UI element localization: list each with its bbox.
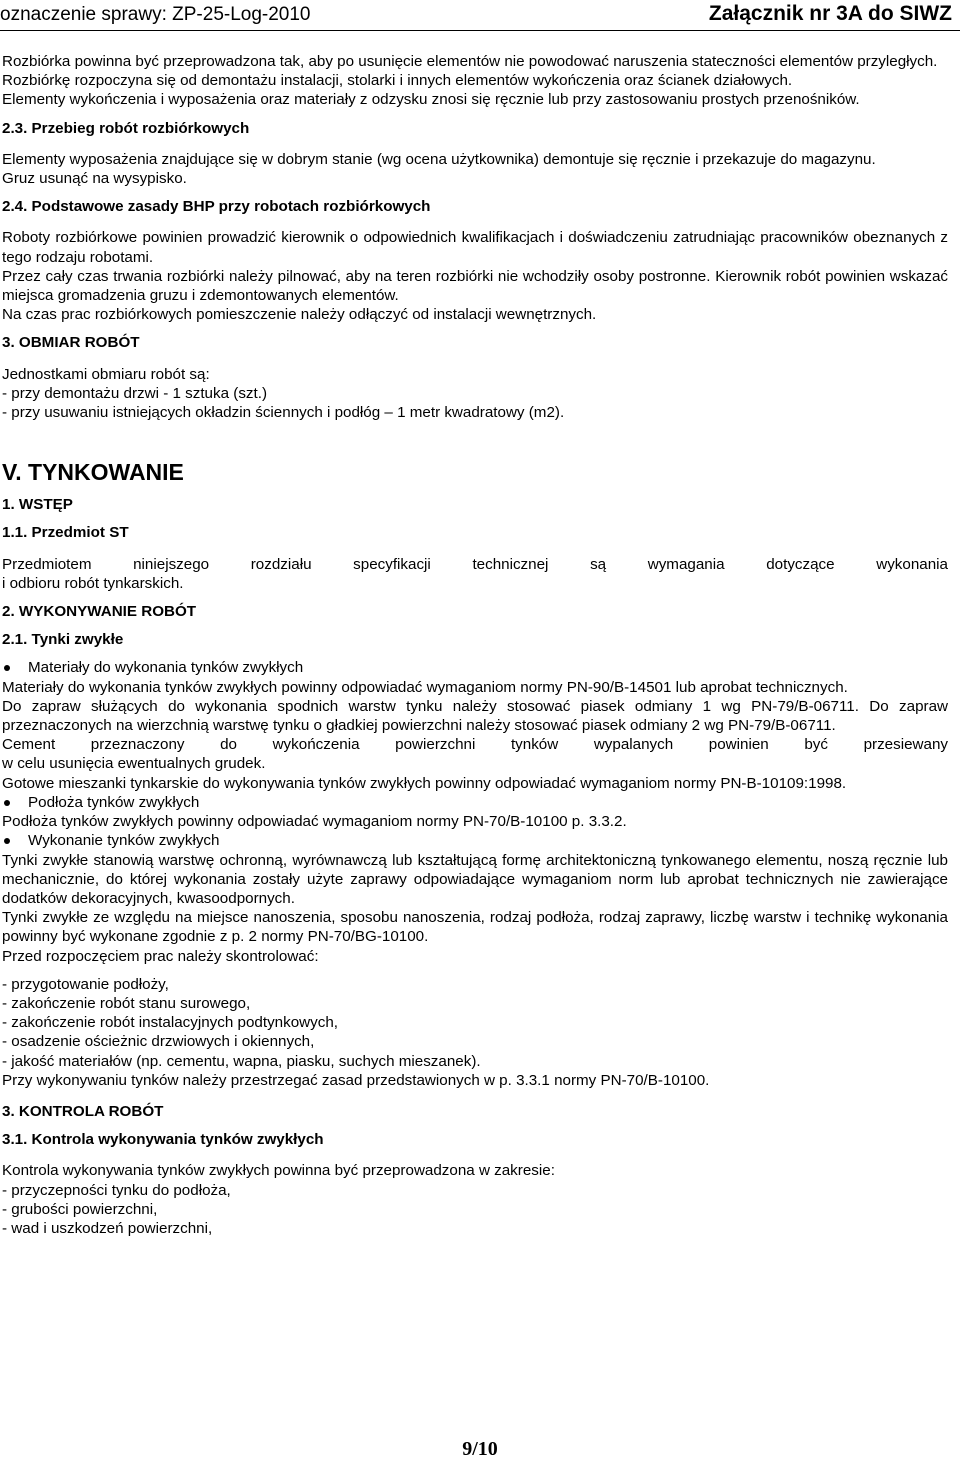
paragraph: Podłoża tynków zwykłych powinny odpowiadać wymaganiom normy PN-70/B-10100 p. 3.3.2. xyxy=(2,813,627,831)
section-heading: 1. WSTĘP xyxy=(2,496,73,514)
paragraph: Tynki zwykłe stanowią warstwę ochronną, wyrównawczą lub kształtującą formę architektoniczną tynkowanego elementu, noszą ręcznie lub mechanicznie, do której wykonania zostały użyte zaprawy odpowiadające wymaganiom norm lub aprobat technicznych nie zawierające dodatków dekoracyjnych, kwasoodpornych. xyxy=(2,851,948,907)
paragraph: Kontrola wykonywania tynków zwykłych powinna być przeprowadzona w zakresie: xyxy=(2,1162,555,1180)
paragraph: Przedmiotem niniejszego rozdziału specyfikacji technicznej są wymagania dotyczące wykonania xyxy=(2,555,948,573)
paragraph: Przed rozpoczęciem prac należy skontrolować: xyxy=(2,947,319,965)
paragraph: Cement przeznaczony do wykończenia powierzchni tynków wypalanych powinien być przesiewany xyxy=(2,736,948,754)
paragraph: Tynki zwykłe ze względu na miejsce nanoszenia, sposobu nanoszenia, rodzaj podłoża, rodzaj zaprawy, liczbę warstw i technikę wykonania powinny być wykonane zgodnie z p. 2 normy PN-70/BG-10100. xyxy=(2,909,948,946)
attachment-label: Załącznik nr 3A do SIWZ xyxy=(708,2,952,25)
list-item: - wad i uszkodzeń powierzchni, xyxy=(2,1219,213,1237)
section-heading: 2.1. Tynki zwykłe xyxy=(2,631,124,649)
section-heading: 3.1. Kontrola wykonywania tynków zwykłych xyxy=(2,1131,324,1149)
paragraph: Na czas prac rozbiórkowych pomieszczenie należy odłączyć od instalacji wewnętrznych. xyxy=(2,306,597,324)
paragraph: w celu usunięcia ewentualnych grudek. xyxy=(2,755,266,773)
paragraph: Rozbiórkę rozpoczyna się od demontażu instalacji, stolarki i innych elementów wykończenia oraz ścianek działowych. xyxy=(2,72,793,90)
section-heading: 1.1. Przedmiot ST xyxy=(2,524,129,542)
chapter-title: V. TYNKOWANIE xyxy=(2,459,184,486)
bullet-label: Podłoża tynków zwykłych xyxy=(28,793,200,811)
list-item: - przy demontażu drzwi - 1 sztuka (szt.) xyxy=(2,384,268,402)
paragraph: Jednostkami obmiaru robót są: xyxy=(2,365,210,383)
document-body xyxy=(2,52,948,1238)
section-heading: 2. WYKONYWANIE ROBÓT xyxy=(2,603,197,621)
section-heading: 2.3. Przebieg robót rozbiórkowych xyxy=(2,119,250,137)
paragraph: Gotowe mieszanki tynkarskie do wykonywania tynków zwykłych powinny odpowiadać wymaganiom normy PN-B-10109:1998. xyxy=(2,774,847,792)
list-item: - osadzenie ościeżnic drzwiowych i okiennych, xyxy=(2,1033,315,1051)
page-header xyxy=(0,0,960,31)
list-item: - grubości powierzchni, xyxy=(2,1200,158,1218)
bullet-label: Wykonanie tynków zwykłych xyxy=(28,832,220,850)
bullet-item xyxy=(2,793,948,812)
list-item: - przygotowanie podłoży, xyxy=(2,975,169,993)
paragraph: Gruz usunąć na wysypisko. xyxy=(2,170,187,188)
paragraph: i odbioru robót tynkarskich. xyxy=(2,574,184,592)
list-item: - jakość materiałów (np. cementu, wapna, piasku, suchych mieszanek). xyxy=(2,1052,481,1070)
bullet-item xyxy=(2,658,948,677)
bullet-icon xyxy=(4,800,10,806)
page-number: 9/10 xyxy=(462,1438,498,1460)
section-heading: 3. OBMIAR ROBÓT xyxy=(2,334,140,352)
paragraph: Do zapraw służących do wykonania spodnich warstw tynku należy stosować piasek odmiany 1 wg PN-79/B-06711. Do zapraw przeznaczonych na wierzchnią warstwę tynku o gładkiej powierzchni należy stosować piasek odmiany 2 wg PN-79/B-06711. xyxy=(2,697,948,735)
section-heading: 2.4. Podstawowe zasady BHP przy robotach rozbiórkowych xyxy=(2,198,431,216)
bullet-icon xyxy=(4,838,10,844)
list-item: - zakończenie robót stanu surowego, xyxy=(2,994,251,1012)
paragraph: Rozbiórka powinna być przeprowadzona tak, aby po usunięcie elementów nie powodować naruszenia stateczności elementów przyległych. xyxy=(2,53,938,70)
case-number: oznaczenie sprawy: ZP-25-Log-2010 xyxy=(0,4,311,25)
paragraph: Przy wykonywaniu tynków należy przestrzegać zasad przedstawionych w p. 3.3.1 normy PN-70/B-10100. xyxy=(2,1071,710,1089)
paragraph: Elementy wykończenia i wyposażenia oraz materiały z odzysku znosi się ręcznie lub przy zastosowaniu prostych przenośników. xyxy=(2,91,860,109)
paragraph: Materiały do wykonania tynków zwykłych powinny odpowiadać wymaganiom normy PN-90/B-14501 lub aprobat technicznych. xyxy=(2,678,848,696)
list-item: - przyczepności tynku do podłoża, xyxy=(2,1181,231,1199)
list-item: - zakończenie robót instalacyjnych podtynkowych, xyxy=(2,1014,338,1032)
paragraph: Roboty rozbiórkowe powinien prowadzić kierownik o odpowiednich kwalifikacjach i doświadczeniu zatrudniając pracowników obeznanych z tego rodzaju robotami. xyxy=(2,229,948,266)
paragraph: Przez cały czas trwania rozbiórki należy pilnować, aby na teren rozbiórki nie wchodziły osoby postronne. Kierownik robót powinien wskazać miejsca gromadzenia gruzu i zdemontowanych elementów. xyxy=(2,267,948,305)
section-heading: 3. KONTROLA ROBÓT xyxy=(2,1102,164,1120)
bullet-item xyxy=(2,831,948,850)
paragraph: Elementy wyposażenia znajdujące się w dobrym stanie (wg ocena użytkownika) demontuje się ręcznie i przekazuje do magazynu. xyxy=(2,150,876,168)
list-item: - przy usuwaniu istniejących okładzin ściennych i podłóg – 1 metr kwadratowy (m2). xyxy=(2,404,565,422)
bullet-icon xyxy=(4,665,10,671)
bullet-label: Materiały do wykonania tynków zwykłych xyxy=(28,659,304,677)
